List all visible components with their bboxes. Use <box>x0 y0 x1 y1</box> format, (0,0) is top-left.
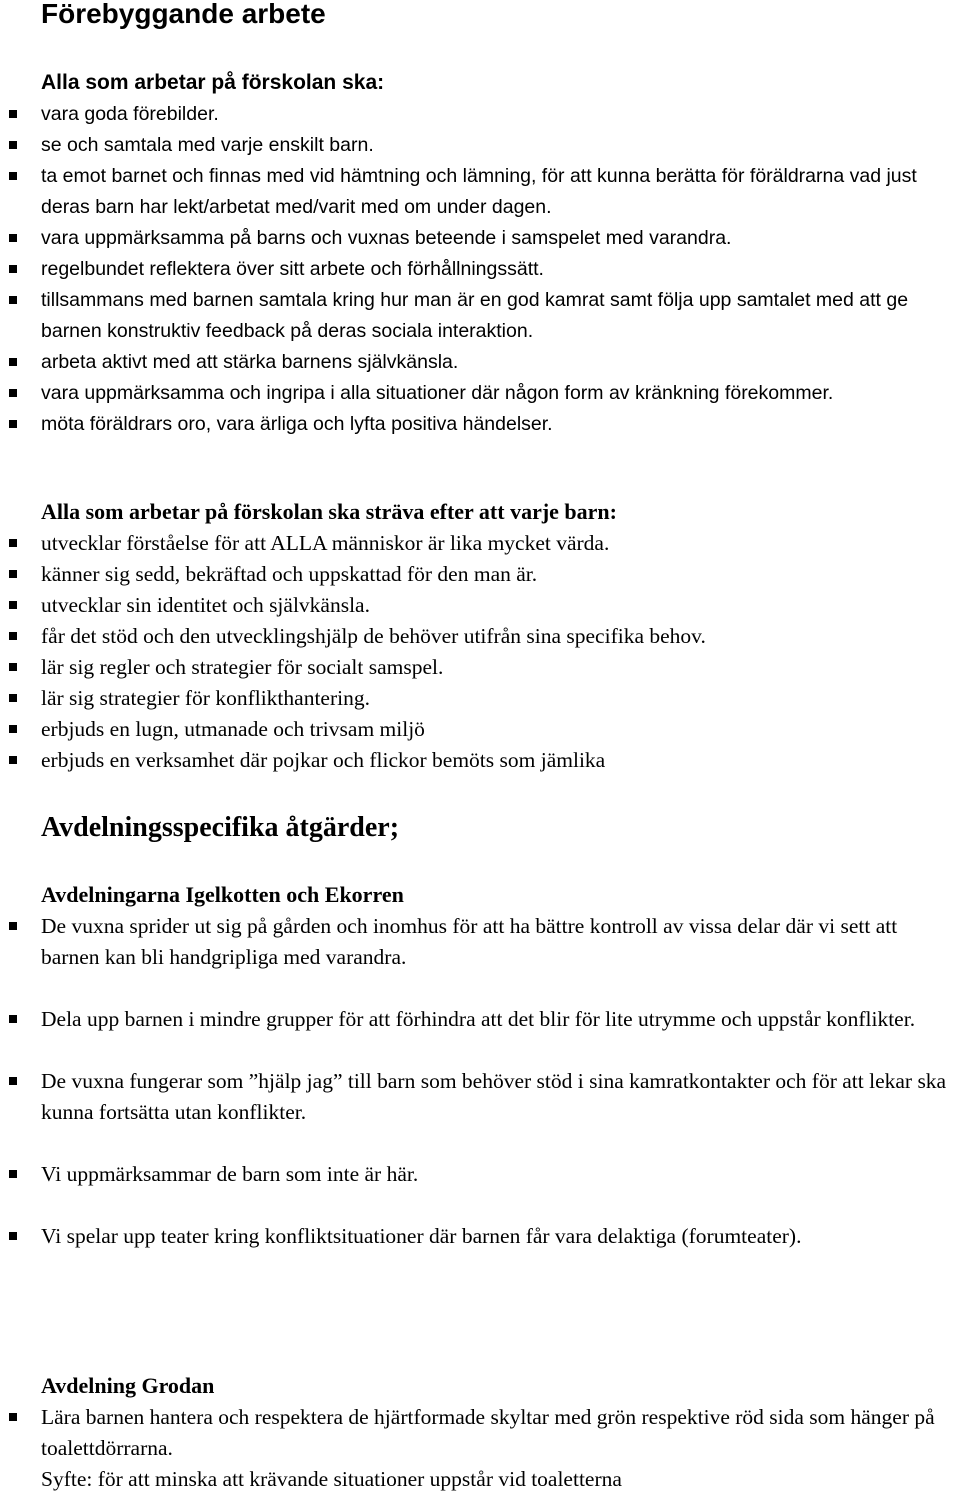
bullet-square-icon <box>9 694 17 702</box>
list-item: regelbundet reflektera över sitt arbete och förhållningssätt. <box>0 254 960 285</box>
list-item: Vi spelar upp teater kring konfliktsituationer där barnen får vara delaktiga (forumteater). <box>0 1221 960 1252</box>
list-item: se och samtala med varje enskilt barn. <box>0 130 960 161</box>
list-item: vara uppmärksamma på barns och vuxnas beteende i samspelet med varandra. <box>0 223 960 254</box>
igelkotten-ekorren-actions-list <box>0 911 960 1252</box>
bullet-square-icon <box>9 1077 17 1085</box>
list-item: känner sig sedd, bekräftad och uppskattad för den man är. <box>0 559 960 590</box>
bullet-square-icon <box>9 663 17 671</box>
list-item: Dela upp barnen i mindre grupper för att förhindra att det blir för lite utrymme och uppstår konflikter. <box>0 1004 960 1035</box>
bullet-square-icon <box>9 265 17 273</box>
list-item: arbeta aktivt med att stärka barnens självkänsla. <box>0 347 960 378</box>
list-item: vara uppmärksamma och ingripa i alla situationer där någon form av kränkning förekommer. <box>0 378 960 409</box>
section-heading-staff: Alla som arbetar på förskolan ska: <box>41 71 385 94</box>
list-item: får det stöd och den utvecklingshjälp de behöver utifrån sina specifika behov. <box>0 621 960 652</box>
list-item: erbjuds en lugn, utmanade och trivsam miljö <box>0 714 960 745</box>
section-heading-goals: Alla som arbetar på förskolan ska sträva efter att varje barn: <box>41 499 617 524</box>
bullet-square-icon <box>9 1015 17 1023</box>
list-item: vara goda förebilder. <box>0 99 960 130</box>
list-item: erbjuds en verksamhet där pojkar och flickor bemöts som jämlika <box>0 745 960 776</box>
bullet-square-icon <box>9 358 17 366</box>
bullet-square-icon <box>9 570 17 578</box>
bullet-square-icon <box>9 756 17 764</box>
list-item: De vuxna sprider ut sig på gården och inomhus för att ha bättre kontroll av vissa delar där vi sett att barnen kan bli handgripliga med varandra. <box>0 911 960 973</box>
bullet-square-icon <box>9 389 17 397</box>
bullet-square-icon <box>9 296 17 304</box>
bullet-square-icon <box>9 172 17 180</box>
bullet-square-icon <box>9 725 17 733</box>
bullet-square-icon <box>9 1413 17 1421</box>
list-item: möta föräldrars oro, vara ärliga och lyfta positiva händelser. <box>0 409 960 440</box>
staff-duties-list <box>0 99 960 440</box>
bullet-square-icon <box>9 420 17 428</box>
subsection-heading-igelkotten-ekorren: Avdelningarna Igelkotten och Ekorren <box>41 882 404 907</box>
bullet-square-icon <box>9 1232 17 1240</box>
bullet-square-icon <box>9 1170 17 1178</box>
bullet-square-icon <box>9 632 17 640</box>
bullet-square-icon <box>9 234 17 242</box>
bullet-square-icon <box>9 141 17 149</box>
child-goals-list <box>0 528 960 776</box>
list-item: Lära barnen hantera och respektera de hjärtformade skyltar med grön respektive röd sida som hänger på toalettdörrarna. <box>0 1402 960 1464</box>
bullet-square-icon <box>9 601 17 609</box>
list-item: ta emot barnet och finnas med vid hämtning och lämning, för att kunna berätta för föräldrarna vad just deras barn har lekt/arbetat med/varit med om under dagen. <box>0 161 960 223</box>
list-item: utvecklar sin identitet och självkänsla. <box>0 590 960 621</box>
list-item: tillsammans med barnen samtala kring hur man är en god kamrat samt följa upp samtalet med att ge barnen konstruktiv feedback på deras sociala interaktion. <box>0 285 960 347</box>
page-title: Förebyggande arbete <box>41 0 326 29</box>
list-item: lär sig regler och strategier för socialt samspel. <box>0 652 960 683</box>
bullet-square-icon <box>9 539 17 547</box>
list-item: utvecklar förståelse för att ALLA människor är lika mycket värda. <box>0 528 960 559</box>
grodan-actions-list <box>0 1402 960 1464</box>
subsection-heading-grodan: Avdelning Grodan <box>41 1373 215 1398</box>
list-item: De vuxna fungerar som ”hjälp jag” till barn som behöver stöd i sina kamratkontakter och för att lekar ska kunna fortsätta utan konflikter. <box>0 1066 960 1128</box>
section-heading-department: Avdelningsspecifika åtgärder; <box>41 812 400 843</box>
bullet-square-icon <box>9 922 17 930</box>
list-item: lär sig strategier för konflikthantering. <box>0 683 960 714</box>
bullet-square-icon <box>9 110 17 118</box>
list-item: Vi uppmärksammar de barn som inte är här. <box>0 1159 960 1190</box>
grodan-purpose-text: Syfte: för att minska att krävande situationer uppstår vid toaletterna <box>41 1467 622 1491</box>
